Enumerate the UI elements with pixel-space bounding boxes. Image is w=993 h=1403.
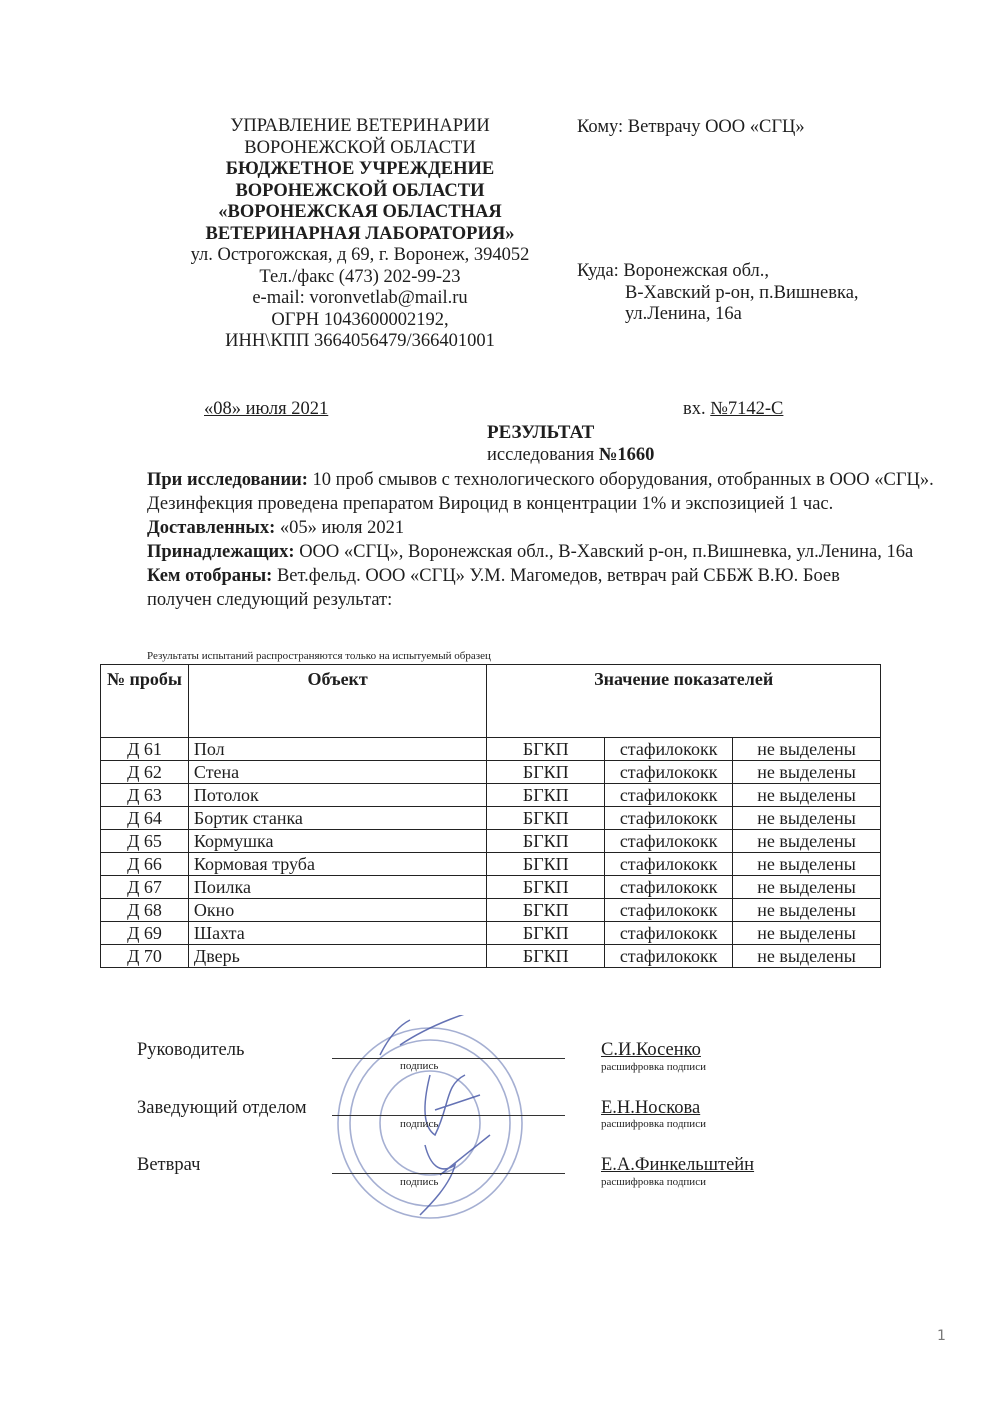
header-object: Объект — [188, 665, 486, 738]
sample-id: Д 63 — [101, 784, 189, 807]
sample-object: Шахта — [188, 922, 486, 945]
agent: стафилококк — [605, 761, 733, 784]
agent: стафилококк — [605, 876, 733, 899]
agent: стафилококк — [605, 784, 733, 807]
table-row — [101, 922, 881, 945]
sample-object: Кормушка — [188, 830, 486, 853]
sample-object: Дверь — [188, 945, 486, 968]
sample-object: Поилка — [188, 876, 486, 899]
agent: стафилококк — [605, 807, 733, 830]
sample-id: Д 65 — [101, 830, 189, 853]
signature-decode: расшифровка подписи — [601, 1061, 706, 1073]
header-indicators: Значение показателей — [487, 665, 881, 738]
organization-header — [150, 116, 570, 353]
indicator: БГКП — [487, 761, 605, 784]
org-line: ВОРОНЕЖСКОЙ ОБЛАСТИ — [244, 137, 476, 158]
table-row — [101, 761, 881, 784]
contact-line: ул. Острогожская, д 69, г. Воронеж, 394052 — [190, 245, 530, 265]
result: не выделены — [733, 807, 881, 830]
incoming-number-value: №7142-С — [710, 399, 784, 419]
result: не выделены — [733, 784, 881, 807]
sample-object: Бортик станка — [188, 807, 486, 830]
sample-object: Потолок — [188, 784, 486, 807]
result-intro: получен следующий результат: — [147, 590, 393, 610]
indicator: БГКП — [487, 945, 605, 968]
org-line: УПРАВЛЕНИЕ ВЕТЕРИНАРИИ — [230, 116, 490, 136]
indicator: БГКП — [487, 853, 605, 876]
owner-label: Принадлежащих: — [147, 542, 295, 562]
signature-line — [332, 1115, 565, 1116]
study-number: №1660 — [598, 445, 655, 465]
signature-name: С.И.Косенко — [601, 1040, 701, 1060]
table-row — [101, 784, 881, 807]
address-line: В-Хавский р-он, п.Вишневка, — [625, 282, 859, 303]
table-row — [101, 853, 881, 876]
sample-object: Стена — [188, 761, 486, 784]
delivered — [147, 516, 947, 540]
table-row — [101, 876, 881, 899]
results-table — [100, 664, 881, 968]
agent: стафилококк — [605, 830, 733, 853]
indicator: БГКП — [487, 876, 605, 899]
address-label: Куда: Воронежская обл., — [577, 261, 770, 281]
contact-line: ОГРН 1043600002192, — [271, 309, 449, 330]
indicator: БГКП — [487, 830, 605, 853]
sample-id: Д 70 — [101, 945, 189, 968]
org-line: ВЕТЕРИНАРНАЯ ЛАБОРАТОРИЯ» — [205, 223, 515, 244]
sampled-label: Кем отобраны: — [147, 566, 273, 586]
sample-id: Д 68 — [101, 899, 189, 922]
table-row — [101, 830, 881, 853]
table-row — [101, 899, 881, 922]
result: не выделены — [733, 899, 881, 922]
result: не выделены — [733, 830, 881, 853]
header-sample-no: № пробы — [101, 665, 189, 738]
sample-id: Д 69 — [101, 922, 189, 945]
owner-text: ООО «СГЦ», Воронежская обл., В-Хавский р-он, п.Вишневка, ул.Ленина, 16а — [294, 542, 914, 562]
sample-id: Д 62 — [101, 761, 189, 784]
indicator: БГКП — [487, 807, 605, 830]
sample-object: Кормовая труба — [188, 853, 486, 876]
document-title: РЕЗУЛЬТАТ — [487, 422, 595, 443]
agent: стафилококк — [605, 922, 733, 945]
table-header-row — [101, 665, 881, 738]
subtitle-prefix: исследования — [487, 445, 599, 465]
signature-role: Руководитель — [137, 1040, 245, 1060]
agent: стафилококк — [605, 899, 733, 922]
indicator: БГКП — [487, 899, 605, 922]
agent: стафилококк — [605, 945, 733, 968]
signature-line — [332, 1173, 565, 1174]
document-date: «08» июля 2021 — [204, 399, 329, 419]
recipient: Кому: Ветврачу ООО «СГЦ» — [577, 117, 805, 137]
org-line: ВОРОНЕЖСКОЙ ОБЛАСТИ — [235, 180, 485, 201]
delivered-text: «05» июля 2021 — [275, 518, 405, 538]
table-row — [101, 738, 881, 761]
signature-caption: подпись — [400, 1176, 439, 1188]
owner — [147, 540, 917, 564]
signature-role: Заведующий отделом — [137, 1098, 307, 1118]
contact-line: e-mail: voronvetlab@mail.ru — [252, 288, 468, 308]
results-note: Результаты испытаний распространяются только на испытуемый образец — [147, 650, 491, 662]
delivered-label: Доставленных: — [147, 518, 276, 538]
contact-line: ИНН\КПП 3664056479/366401001 — [225, 331, 495, 351]
study-details — [147, 468, 947, 612]
signature-name: Е.А.Финкельштейн — [601, 1155, 755, 1175]
agent: стафилококк — [605, 738, 733, 761]
signature-decode: расшифровка подписи — [601, 1118, 706, 1130]
signature-name: Е.Н.Носкова — [601, 1098, 701, 1118]
result: не выделены — [733, 738, 881, 761]
indicator: БГКП — [487, 784, 605, 807]
signature-caption: подпись — [400, 1118, 439, 1130]
sample-object: Пол — [188, 738, 486, 761]
page-number: 1 — [937, 1328, 946, 1344]
sample-id: Д 67 — [101, 876, 189, 899]
result: не выделены — [733, 761, 881, 784]
table-row — [101, 807, 881, 830]
result: не выделены — [733, 853, 881, 876]
recipient-address — [577, 261, 859, 326]
document-subtitle — [487, 445, 654, 466]
agent: стафилококк — [605, 853, 733, 876]
result: не выделены — [733, 876, 881, 899]
sample-id: Д 64 — [101, 807, 189, 830]
signature-role: Ветврач — [137, 1155, 201, 1175]
signature-caption: подпись — [400, 1060, 439, 1072]
contact-line: Тел./факс (473) 202-99-23 — [259, 266, 461, 287]
incoming-number — [683, 399, 783, 420]
sampled-by — [147, 564, 947, 588]
sample-object: Окно — [188, 899, 486, 922]
study-description — [147, 468, 947, 492]
sampled-text: Вет.фельд. ООО «СГЦ» У.М. Магомедов, ветврач рай СББЖ В.Ю. Боев — [272, 566, 840, 586]
result: не выделены — [733, 945, 881, 968]
study-label: При исследовании: — [147, 470, 308, 490]
indicator: БГКП — [487, 738, 605, 761]
result: не выделены — [733, 922, 881, 945]
indicator: БГКП — [487, 922, 605, 945]
org-line: «ВОРОНЕЖСКАЯ ОБЛАСТНАЯ — [218, 202, 502, 222]
signature-decode: расшифровка подписи — [601, 1176, 706, 1188]
table-row — [101, 945, 881, 968]
disinfection-text: Дезинфекция проведена препаратом Вироцид в концентрации 1% и экспозицией 1 час. — [147, 494, 834, 514]
signature-line — [332, 1058, 565, 1059]
study-text: 10 проб смывов с технологического оборудования, отобранных в ООО «СГЦ». — [307, 470, 934, 490]
sample-id: Д 61 — [101, 738, 189, 761]
sample-id: Д 66 — [101, 853, 189, 876]
address-line: ул.Ленина, 16а — [625, 304, 742, 324]
org-line: БЮДЖЕТНОЕ УЧРЕЖДЕНИЕ — [225, 159, 495, 179]
incoming-prefix: вх. — [683, 399, 711, 419]
